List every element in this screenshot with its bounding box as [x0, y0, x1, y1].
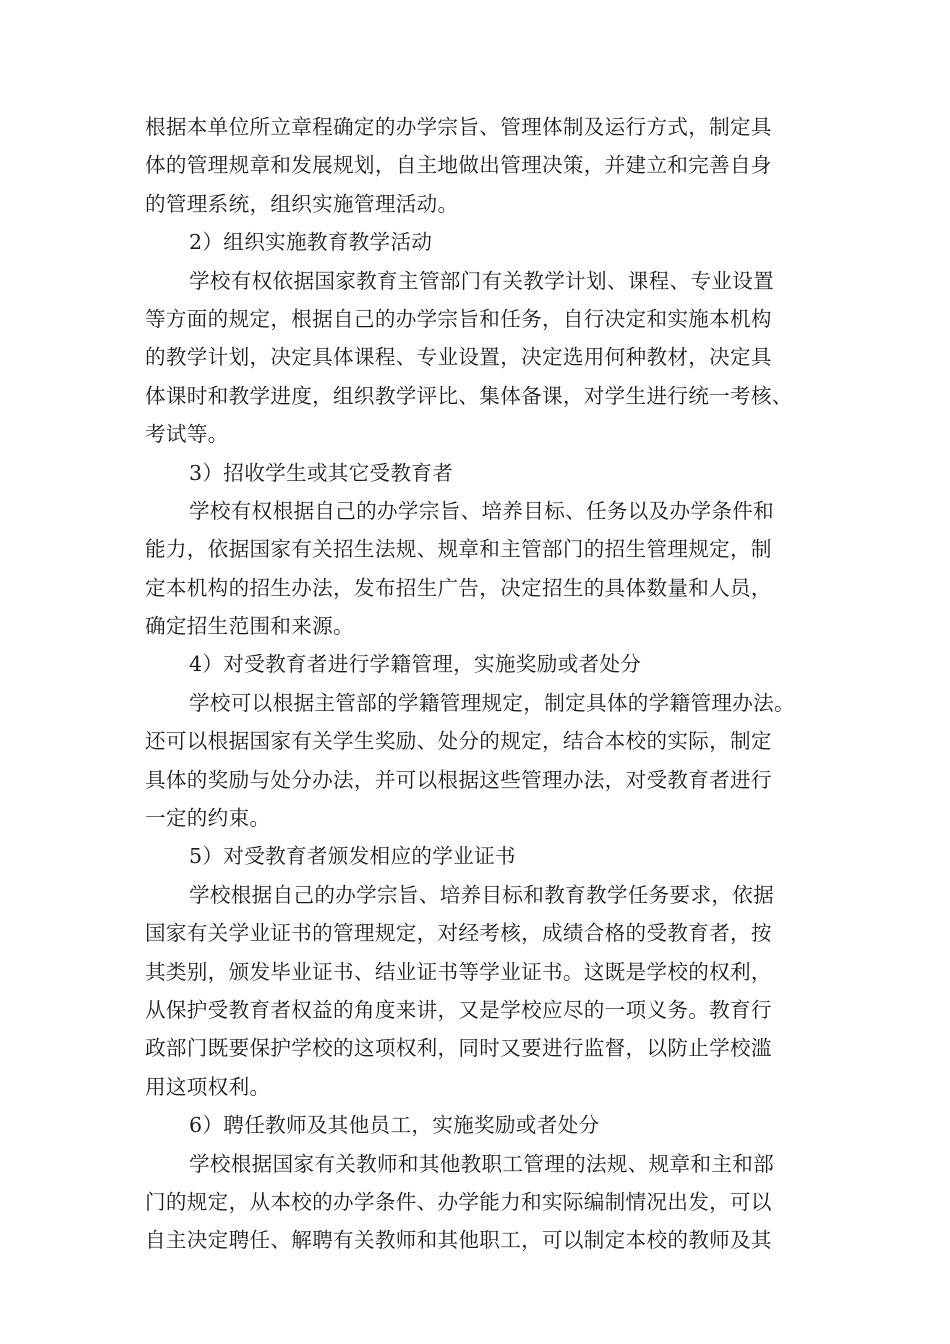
- body-line: 根据本单位所立章程确定的办学宗旨、管理体制及运行方式，制定具: [145, 115, 772, 139]
- section-heading-4: 4）对受教育者进行学籍管理，实施奖励或者处分: [189, 652, 642, 677]
- body-line: 体的管理规章和发展规划，自主地做出管理决策，并建立和完善自身: [145, 153, 772, 178]
- body-line: 体课时和教学进度，组织教学评比、集体备课，对学生进行统一考核、: [145, 383, 793, 408]
- body-line: 的管理系统，组织实施管理活动。: [145, 191, 459, 216]
- body-line: 学校有权根据自己的办学宗旨、培养目标、任务以及办学条件和: [189, 498, 775, 523]
- body-line: 用这项权利。: [145, 1074, 271, 1099]
- body-line: 定本机构的招生办法，发布招生广告，决定招生的具体数量和人员，: [145, 575, 772, 600]
- body-line: 学校根据自己的办学宗旨、培养目标和教育教学任务要求，依据: [189, 882, 775, 907]
- body-line: 门的规定，从本校的办学条件、办学能力和实际编制情况出发，可以: [145, 1189, 772, 1214]
- body-line: 还可以根据国家有关学生奖励、处分的规定，结合本校的实际，制定: [145, 729, 772, 754]
- section-heading-5: 5）对受教育者颁发相应的学业证书: [189, 844, 516, 869]
- body-line: 国家有关学业证书的管理规定，对经考核，成绩合格的受教育者，按: [145, 921, 772, 946]
- body-line: 一定的约束。: [145, 806, 271, 831]
- body-line: 能力，依据国家有关招生法规、规章和主管部门的招生管理规定，制: [145, 537, 772, 562]
- section-heading-3: 3）招收学生或其它受教育者: [189, 460, 454, 485]
- body-line: 考试等。: [145, 422, 229, 447]
- section-heading-6: 6）聘任教师及其他员工，实施奖励或者处分: [189, 1113, 600, 1138]
- body-line: 从保护受教育者权益的角度来讲，又是学校应尽的一项义务。教育行: [145, 997, 772, 1022]
- body-line: 确定招生范围和来源。: [145, 614, 354, 639]
- body-line: 具体的奖励与处分办法，并可以根据这些管理办法，对受教育者进行: [145, 767, 772, 792]
- body-line: 学校可以根据主管部的学籍管理规定，制定具体的学籍管理办法。: [189, 690, 795, 715]
- body-line: 其类别，颁发毕业证书、结业证书等学业证书。这既是学校的权利，: [145, 959, 772, 984]
- document-body: [145, 108, 825, 1260]
- body-line: 的教学计划，决定具体课程、专业设置，决定选用何种教材，决定具: [145, 345, 772, 370]
- body-line: 等方面的规定，根据自己的办学宗旨和任务，自行决定和实施本机构: [145, 306, 772, 331]
- body-line: 学校根据国家有关教师和其他教职工管理的法规、规章和主和部: [189, 1151, 775, 1176]
- body-line: 政部门既要保护学校的这项权利，同时又要进行监督，以防止学校滥: [145, 1036, 772, 1061]
- section-heading-2: 2）组织实施教育教学活动: [189, 230, 433, 255]
- body-line: 自主决定聘任、解聘有关教师和其他职工，可以制定本校的教师及其: [145, 1228, 772, 1253]
- body-line: 学校有权依据国家教育主管部门有关教学计划、课程、专业设置: [189, 268, 775, 293]
